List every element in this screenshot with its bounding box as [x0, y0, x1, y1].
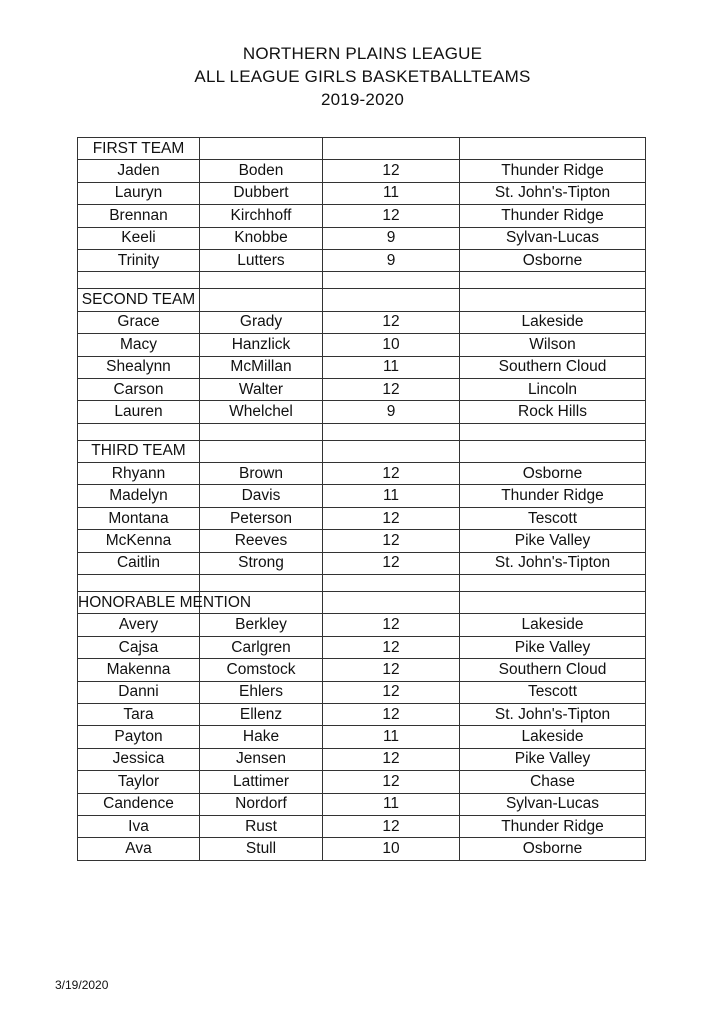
grade-cell: 11: [323, 485, 460, 507]
section-title: THIRD TEAM: [78, 440, 200, 462]
school-cell: Lakeside: [460, 726, 646, 748]
player-row: [78, 748, 646, 770]
last-name-cell: Jensen: [200, 748, 323, 770]
last-name-cell: McMillan: [200, 356, 323, 378]
first-name-cell: Brennan: [78, 205, 200, 227]
last-name-cell: Ehlers: [200, 681, 323, 703]
grade-cell: 11: [323, 182, 460, 204]
player-row: [78, 793, 646, 815]
section-header-row: [78, 138, 646, 160]
first-name-cell: Ava: [78, 838, 200, 860]
player-row: [78, 227, 646, 249]
first-name-cell: Montana: [78, 507, 200, 529]
player-row: [78, 463, 646, 485]
spacer-row: [78, 575, 646, 592]
empty-cell: [200, 272, 323, 289]
last-name-cell: Rust: [200, 815, 323, 837]
section-header-row: [78, 592, 646, 614]
first-name-cell: Macy: [78, 334, 200, 356]
player-row: [78, 507, 646, 529]
school-cell: Osborne: [460, 838, 646, 860]
all-league-table-body: [78, 138, 646, 861]
player-row: [78, 378, 646, 400]
school-cell: Chase: [460, 771, 646, 793]
document-title: ALL LEAGUE GIRLS BASKETBALLTEAMS: [194, 67, 531, 86]
grade-cell: 12: [323, 815, 460, 837]
empty-cell: [78, 272, 200, 289]
last-name-cell: Strong: [200, 552, 323, 574]
school-cell: Thunder Ridge: [460, 485, 646, 507]
empty-cell: [323, 592, 460, 614]
last-name-cell: Dubbert: [200, 182, 323, 204]
player-row: [78, 815, 646, 837]
player-row: [78, 681, 646, 703]
first-name-cell: Shealynn: [78, 356, 200, 378]
school-cell: St. John's-Tipton: [460, 552, 646, 574]
player-row: [78, 334, 646, 356]
grade-cell: 12: [323, 614, 460, 636]
empty-cell: [460, 289, 646, 311]
last-name-cell: Hanzlick: [200, 334, 323, 356]
last-name-cell: Lutters: [200, 249, 323, 271]
empty-cell: [200, 423, 323, 440]
grade-cell: 11: [323, 793, 460, 815]
player-row: [78, 614, 646, 636]
last-name-cell: Peterson: [200, 507, 323, 529]
school-cell: Lakeside: [460, 311, 646, 333]
school-cell: St. John's-Tipton: [460, 703, 646, 725]
school-cell: Sylvan-Lucas: [460, 793, 646, 815]
school-cell: Tescott: [460, 681, 646, 703]
empty-cell: [200, 138, 323, 160]
player-row: [78, 530, 646, 552]
first-name-cell: Danni: [78, 681, 200, 703]
school-cell: Thunder Ridge: [460, 160, 646, 182]
last-name-cell: Reeves: [200, 530, 323, 552]
grade-cell: 12: [323, 160, 460, 182]
grade-cell: 12: [323, 507, 460, 529]
section-header-row: [78, 289, 646, 311]
section-title: FIRST TEAM: [78, 138, 200, 160]
grade-cell: 12: [323, 552, 460, 574]
school-cell: Osborne: [460, 463, 646, 485]
empty-cell: [460, 272, 646, 289]
footer-date: 3/19/2020: [55, 978, 109, 992]
last-name-cell: Boden: [200, 160, 323, 182]
last-name-cell: Walter: [200, 378, 323, 400]
player-row: [78, 771, 646, 793]
grade-cell: 11: [323, 356, 460, 378]
spacer-row: [78, 272, 646, 289]
first-name-cell: Lauryn: [78, 182, 200, 204]
last-name-cell: Nordorf: [200, 793, 323, 815]
empty-cell: [323, 423, 460, 440]
school-cell: Wilson: [460, 334, 646, 356]
grade-cell: 12: [323, 748, 460, 770]
first-name-cell: Taylor: [78, 771, 200, 793]
last-name-cell: Lattimer: [200, 771, 323, 793]
empty-cell: [200, 575, 323, 592]
empty-cell: [200, 440, 323, 462]
player-row: [78, 401, 646, 423]
first-name-cell: Cajsa: [78, 636, 200, 658]
last-name-cell: Hake: [200, 726, 323, 748]
first-name-cell: Candence: [78, 793, 200, 815]
section-header-row: [78, 440, 646, 462]
first-name-cell: Avery: [78, 614, 200, 636]
player-row: [78, 703, 646, 725]
player-row: [78, 356, 646, 378]
grade-cell: 12: [323, 378, 460, 400]
grade-cell: 12: [323, 636, 460, 658]
league-name: NORTHERN PLAINS LEAGUE: [242, 44, 483, 63]
empty-cell: [460, 138, 646, 160]
school-cell: Pike Valley: [460, 748, 646, 770]
empty-cell: [323, 138, 460, 160]
last-name-cell: Knobbe: [200, 227, 323, 249]
player-row: [78, 205, 646, 227]
all-league-table: [77, 137, 646, 861]
empty-cell: [460, 423, 646, 440]
first-name-cell: Madelyn: [78, 485, 200, 507]
empty-cell: [323, 289, 460, 311]
grade-cell: 12: [323, 771, 460, 793]
last-name-cell: Brown: [200, 463, 323, 485]
player-row: [78, 311, 646, 333]
first-name-cell: Lauren: [78, 401, 200, 423]
empty-cell: [460, 440, 646, 462]
school-cell: Sylvan-Lucas: [460, 227, 646, 249]
first-name-cell: Jaden: [78, 160, 200, 182]
school-cell: St. John's-Tipton: [460, 182, 646, 204]
last-name-cell: Kirchhoff: [200, 205, 323, 227]
empty-cell: [323, 575, 460, 592]
empty-cell: [460, 575, 646, 592]
grade-cell: 12: [323, 659, 460, 681]
last-name-cell: Comstock: [200, 659, 323, 681]
grade-cell: 12: [323, 703, 460, 725]
school-cell: Lincoln: [460, 378, 646, 400]
grade-cell: 9: [323, 249, 460, 271]
grade-cell: 9: [323, 227, 460, 249]
last-name-cell: Ellenz: [200, 703, 323, 725]
player-row: [78, 249, 646, 271]
school-cell: Thunder Ridge: [460, 815, 646, 837]
player-row: [78, 659, 646, 681]
first-name-cell: Payton: [78, 726, 200, 748]
last-name-cell: Berkley: [200, 614, 323, 636]
grade-cell: 12: [323, 205, 460, 227]
first-name-cell: Rhyann: [78, 463, 200, 485]
last-name-cell: Stull: [200, 838, 323, 860]
player-row: [78, 485, 646, 507]
grade-cell: 12: [323, 681, 460, 703]
school-cell: Pike Valley: [460, 636, 646, 658]
grade-cell: 10: [323, 838, 460, 860]
document-header: [0, 42, 725, 111]
first-name-cell: Caitlin: [78, 552, 200, 574]
section-title: SECOND TEAM: [78, 289, 200, 311]
last-name-cell: Grady: [200, 311, 323, 333]
last-name-cell: Carlgren: [200, 636, 323, 658]
empty-cell: [78, 423, 200, 440]
first-name-cell: McKenna: [78, 530, 200, 552]
grade-cell: 11: [323, 726, 460, 748]
first-name-cell: Keeli: [78, 227, 200, 249]
player-row: [78, 726, 646, 748]
first-name-cell: Tara: [78, 703, 200, 725]
empty-cell: [200, 289, 323, 311]
empty-cell: [323, 440, 460, 462]
first-name-cell: Iva: [78, 815, 200, 837]
school-cell: Pike Valley: [460, 530, 646, 552]
school-cell: Osborne: [460, 249, 646, 271]
grade-cell: 10: [323, 334, 460, 356]
first-name-cell: Trinity: [78, 249, 200, 271]
school-cell: Thunder Ridge: [460, 205, 646, 227]
grade-cell: 12: [323, 311, 460, 333]
empty-cell: [323, 272, 460, 289]
school-cell: Southern Cloud: [460, 356, 646, 378]
school-cell: Lakeside: [460, 614, 646, 636]
player-row: [78, 160, 646, 182]
grade-cell: 12: [323, 463, 460, 485]
last-name-cell: Davis: [200, 485, 323, 507]
last-name-cell: Whelchel: [200, 401, 323, 423]
player-row: [78, 636, 646, 658]
school-cell: Rock Hills: [460, 401, 646, 423]
section-title: HONORABLE MENTION: [78, 592, 200, 614]
first-name-cell: Makenna: [78, 659, 200, 681]
empty-cell: [460, 592, 646, 614]
first-name-cell: Grace: [78, 311, 200, 333]
spacer-row: [78, 423, 646, 440]
player-row: [78, 838, 646, 860]
player-row: [78, 552, 646, 574]
season: 2019-2020: [320, 90, 405, 109]
player-row: [78, 182, 646, 204]
first-name-cell: Carson: [78, 378, 200, 400]
grade-cell: 9: [323, 401, 460, 423]
empty-cell: [78, 575, 200, 592]
grade-cell: 12: [323, 530, 460, 552]
school-cell: Southern Cloud: [460, 659, 646, 681]
school-cell: Tescott: [460, 507, 646, 529]
first-name-cell: Jessica: [78, 748, 200, 770]
